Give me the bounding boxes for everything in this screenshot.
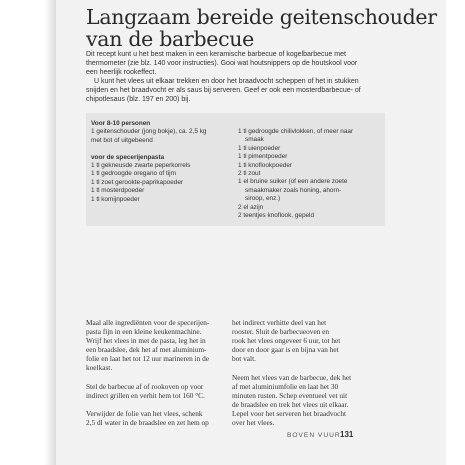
method-paragraph — [86, 318, 221, 373]
ingredients-column-left — [91, 120, 231, 204]
ingredient-line: 1 tl uienpoeder — [238, 144, 281, 152]
text-line: pasta fijn in een kleine keukenmachine. — [86, 327, 202, 337]
ingredient-line: 1 tl gedroogde chilivlokken, of meer naar — [238, 128, 354, 135]
page-number: 131 — [340, 430, 354, 439]
intro-paragraph-2 — [86, 78, 386, 105]
recipe-intro — [86, 51, 386, 104]
ingredient-line: 2 tl zout — [238, 170, 261, 178]
text-line: Neem het vlees van de barbecue, dek het — [232, 372, 352, 382]
title-line: van de barbecue — [86, 27, 255, 51]
text-line: bot valt. — [232, 354, 256, 364]
text-line: Maal alle ingrediënten voor de specerijen- — [86, 318, 210, 327]
method-paragraph — [232, 373, 367, 428]
text-line: U kunt het vlees uit elkaar trekken en door het braadvocht scheppen of het in stukken — [94, 77, 359, 85]
text-line: een braadslee, dek het af met aluminium- — [86, 345, 207, 355]
running-footer: BOVEN VUUR — [287, 432, 341, 439]
paste-heading: voor de specerijenpasta — [91, 153, 165, 161]
method-column-left — [86, 318, 221, 436]
method-column-right — [232, 318, 367, 436]
ingredient-line: 1 geitenschouder (jong bokje), ca. 2,5 kg — [91, 128, 207, 136]
method-paragraph — [86, 382, 221, 400]
method-paragraph — [232, 318, 367, 363]
text-line: Lepel voor het serveren het braadvocht — [232, 408, 347, 418]
text-line: af met aluminiumfolie en laat het 30 — [232, 381, 339, 391]
text-line: indirect grillen en verhit hem tot 160 °C. — [86, 390, 205, 400]
ingredient-line: 1 tl zoet gerookte-paprikapoeder — [91, 178, 184, 186]
serves-heading: Voor 8-10 personen — [91, 120, 151, 127]
ingredient-line: 1 tl komijnpoeder — [91, 195, 140, 203]
book-gutter — [44, 0, 56, 465]
ingredient-line: met bot of uitgebeend — [91, 136, 153, 144]
text-line: een heerlijk rookeffect. — [86, 68, 157, 76]
recipe-title — [86, 5, 437, 51]
ingredient-line: 2 teentjes knoflook, gepeld — [238, 212, 315, 220]
ingredient-line: 2 el azijn — [238, 203, 264, 211]
text-line: snijden en het braadvocht er als saus bij serveren. Geef er ook een mosterdbarbecue- of — [86, 86, 361, 94]
title-line: Langzaam bereide geitenschouder — [86, 5, 437, 29]
text-line: Dit recept kunt u het best maken in een keramische barbecue of kogelbarbecue met — [86, 51, 346, 58]
text-line: folie en laat het tot 12 uur marineren in de — [86, 354, 209, 364]
ingredient-line: 1 tl knoflookpoeder — [238, 161, 293, 169]
ingredient-line: smaak — [245, 136, 264, 144]
text-line: thermometer (zie blz. 140 voor instructies). Gooi wat houtsnippers op de houtskool voor — [86, 59, 358, 67]
text-line: het indirect verhitte deel van het — [232, 318, 327, 327]
text-line: minuten rusten. Schep eventueel vet uit — [232, 390, 348, 400]
intro-paragraph-1 — [86, 51, 386, 78]
text-line: de braadslee en trek het vlees uit elkaar. — [232, 399, 349, 409]
ingredient-line: 1 tl gedroogde oregano of tijm — [91, 170, 176, 178]
method-paragraph — [86, 409, 221, 427]
text-line: over het vlees. — [232, 418, 275, 428]
text-line: 2,5 dl water in de braadslee en zet hem op — [86, 418, 209, 428]
text-line: Wrijf het vlees in met de pasta, leg het in — [86, 336, 206, 346]
ingredient-line: 1 tl mosterdpoeder — [91, 187, 145, 195]
ingredient-line: 1 tl pimentpoeder — [238, 153, 288, 161]
text-line: rooster. Sluit de barbecueoven en — [232, 327, 330, 337]
text-line: rook het vlees ongeveer 6 uur, tot het — [232, 336, 341, 346]
text-line: koelkast. — [86, 363, 113, 373]
ingredient-line: 1 el bruine suiker (of een andere zoete — [238, 178, 348, 186]
ingredient-line: siroop, enz.) — [245, 195, 281, 203]
ingredient-line: 1 tl gekneusde zwarte peperkorrels — [91, 162, 191, 170]
text-line: Verwijder de folie van het vlees, schenk — [86, 408, 203, 418]
text-line: Stel de barbecue af of rookoven op voor — [86, 381, 204, 391]
ingredient-line: smaakmaker zoals honing, ahorn- — [245, 186, 342, 194]
ingredients-column-right — [238, 128, 378, 220]
text-line: door en door gaar is en bijna van het — [232, 345, 339, 355]
text-line: chipotlesaus (blz. 197 en 200) bij. — [86, 95, 191, 103]
